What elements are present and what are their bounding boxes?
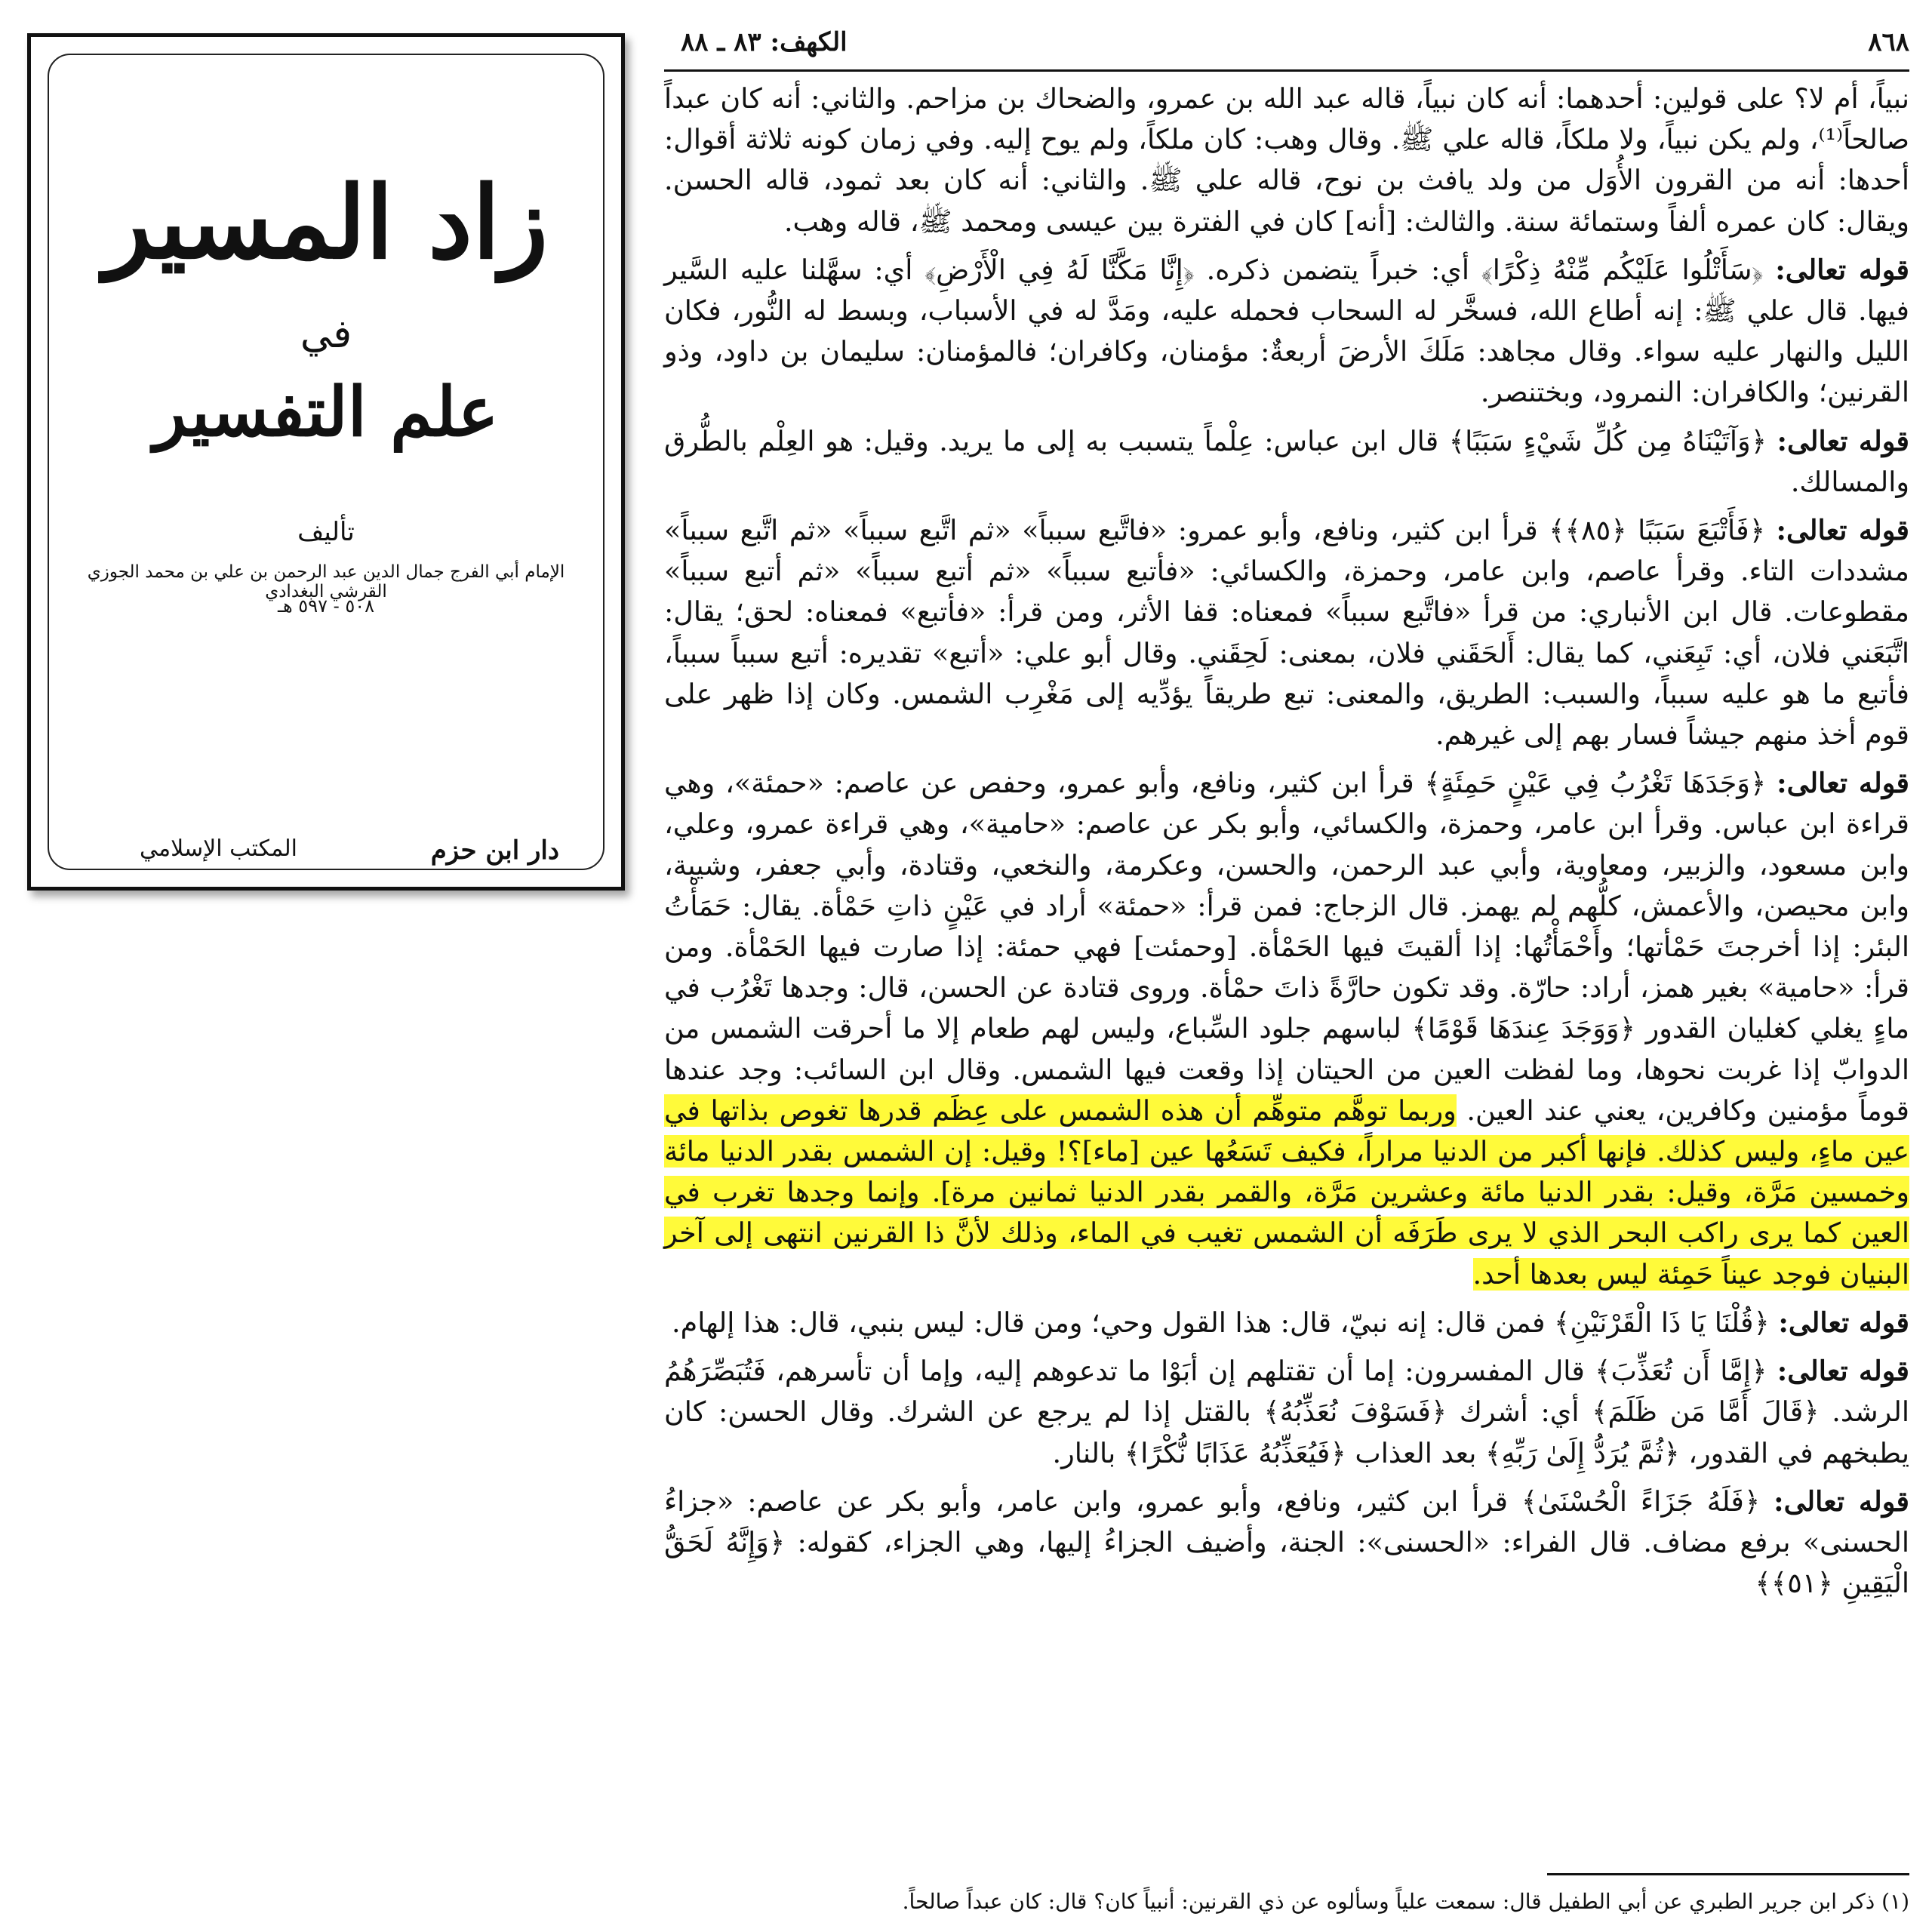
verse-label: قوله تعالى:	[1776, 514, 1909, 547]
cover-publisher-left: المكتب الإسلامي	[140, 835, 297, 862]
verse-label: قوله تعالى:	[1777, 424, 1909, 457]
paragraph	[664, 510, 1909, 755]
paragraph	[664, 1481, 1909, 1604]
paragraph	[664, 78, 1909, 242]
paragraph-text: ﴿وَآتَيْنَاهُ مِن كُلِّ شَيْءٍ سَبَبًا﴾ قال ابن عباس: عِلْماً يتسبب به إلى ما يريد. وقيل: هو العِلْم بالطُّرق والمسالك.	[664, 424, 1909, 498]
book-page	[664, 23, 1909, 1924]
cover-author: الإمام أبي الفرج جمال الدين عبد الرحمن بن علي بن محمد الجوزي القرشي البغدادي	[87, 562, 565, 601]
paragraph	[664, 421, 1909, 503]
verse-label: قوله تعالى:	[1777, 767, 1909, 800]
cover-publisher-right: دار ابن حزم	[430, 835, 559, 866]
paragraph-text: ﴿سَأَتْلُوا عَلَيْكُم مِّنْهُ ذِكْرًا﴾ أي: خبراً يتضمن ذكره. ﴿إِنَّا مَكَّنَّا لَهُ فِي الْأَرْضِ﴾ أي: سهَّلنا عليه السَّير فيها. قال علي ﷺ: إنه أطاع الله، فسخَّر له السحاب فحمله عليه، ومَدَّ له في الأسباب، وبسط له النُّور، فكان الليل والنهار عليه سواء. وقال مجاهد: مَلَكَ الأرضَ أربعةٌ: مؤمنان، وكافران؛ فالمؤمنان: سليمان بن داود، وذو القرنين؛ والكافران: النمرود، وبختنصر.	[664, 253, 1909, 409]
cover-dates: ٥٠٨ - ٥٩٧ هـ	[277, 595, 375, 617]
paragraph	[664, 1351, 1909, 1474]
paragraph-text: ﴿قُلْنَا يَا ذَا الْقَرْنَيْنِ﴾ فمن قال: إنه نبيّ، قال: هذا القول وحي؛ ومن قال: ليس بنبي، قال: هذا إلهام.	[672, 1306, 1770, 1339]
cover-title: زاد المسير	[103, 165, 549, 281]
verse-label: قوله تعالى:	[1778, 1306, 1909, 1339]
page-number: ٨٦٨	[1868, 27, 1909, 57]
cover-frame	[48, 54, 605, 870]
paragraph-text: ﴿فَأَتْبَعَ سَبَبًا ﴿٨٥﴾﴾ قرأ ابن كثير، ونافع، وأبو عمرو: «فاتَّبع سبباً» «ثم اتَّبع سبباً» «ثم اتَّبع سبباً» مشددات التاء. وقرأ عاصم، وابن عامر، وحمزة، والكسائي: «فأتبع سبباً» «ثم أتبع سبباً» «ثم أتبع سبباً» مقطوعات. قال ابن الأنباري: من قرأ «فاتَّبع سبباً» فمعناه: قفا الأثر، ومن قرأ: «فأتبع» فمعناه: لحق؛ يقال: اتَّبَعَني فلان، أي: تَبِعَني، كما يقال: أَلحَقَني فلان، بمعنى: لَحِقَني. وقال أبو علي: «أتبع» تقديره: أتبع سبباً سبباً، فأتبع ما هو عليه سبباً، والسبب: الطريق، والمعنى: تبع طريقاً يؤدِّيه إلى مَغْرِب الشمس. وكان إذا ظهر على قوم أخذ منهم جيشاً فسار بهم إلى غيرهم.	[664, 514, 1909, 752]
header-rule	[664, 69, 1909, 72]
body-text	[664, 78, 1909, 1604]
paragraph-text: ﴿فَلَهُ جَزَاءً الْحُسْنَىٰ﴾ قرأ ابن كثير، ونافع، وأبو عمرو، وابن عامر، وأبو بكر عن عاصم: «جزاءُ الحسنى» برفع مضاف. قال الفراء: «الحسنى»: الجنة، وأضيف الجزاءُ إليها، وهي الجزاء، كقوله: ﴿وَإِنَّهُ لَحَقُّ الْيَقِينِ ﴿٥١﴾﴾	[664, 1484, 1909, 1600]
paragraph-text: ﴿وَجَدَهَا تَغْرُبُ فِي عَيْنٍ حَمِئَةٍ﴾ قرأ ابن كثير، ونافع، وأبو عمرو، وحفص عن عاصم: «حمئة»، وهي قراءة ابن عباس. وقرأ ابن عامر، وحمزة، والكسائي، وأبو بكر عن عاصم: «حامية»، وهي قراءة عمرو، وعلي، وابن مسعود، والزبير، ومعاوية، وأبي عبد الرحمن، والحسن، وعكرمة، والنخعي، وقتادة، وأبي جعفر، وشيبة، وابن محيصن، والأعمش، كلُّهم لم يهمز. قال الزجاج: فمن قرأ: «حمئة» أراد في عَيْنٍ ذاتِ حَمْأة. يقال: حَمَأْتُ البئر: إذا أخرجتَ حَمْأتها؛ وأَحْمَأْتُها: إذا ألقيتَ فيها الحَمْأة. [وحمئت] فهي حمئة: إذا صارت فيها الحَمْأة. ومن قرأ: «حامية» بغير همز، أراد: حارّة. وقد تكون حارَّةً ذاتَ حمْأة. وروى قتادة عن الحسن، قال: وجدها تَغْرُب في ماءٍ يغلي كغليان القدور ﴿وَوَجَدَ عِندَهَا قَوْمًا﴾ لباسهم جلود السِّباع، وليس لهم طعام إلا ما أحرقت الشمس من الدوابّ إذا غربت نحوها، وما لفظت العين من الحيتان إذا وقعت فيها الشمس. وقال ابن السائب: وجد عندها قوماً مؤمنين وكافرين، يعني عند العين.	[664, 767, 1910, 1127]
paragraph	[664, 1303, 1909, 1343]
paragraph	[664, 250, 1909, 414]
footnote-rule	[1547, 1873, 1909, 1875]
verse-label: قوله تعالى:	[1774, 1484, 1910, 1518]
footnote: (١) ذكر ابن جرير الطبري عن أبي الطفيل قال: سمعت علياً وسألوه عن ذي القرنين: أنبياً كان؟ قال: كان عبداً صالحاً.	[902, 1889, 1909, 1914]
cover-subtitle: علم التفسير	[153, 372, 499, 452]
verse-label: قوله تعالى:	[1775, 253, 1909, 286]
running-title: الكهف: ٨٣ ـ ٨٨	[681, 27, 848, 57]
paragraph-text: ﴿إِمَّا أَن تُعَذِّبَ﴾ قال المفسرون: إما أن تقتلهم إن أبَوْا ما تدعوهم إليه، وإما أن تأسرهم، فَتُبَصِّرَهُمُ الرشد. ﴿قَالَ أَمَّا مَن ظَلَمَ﴾ أي: أشرك ﴿فَسَوْفَ نُعَذِّبُهُ﴾ بالقتل إذا لم يرجع عن الشرك. وقال الحسن: كان يطبخهم في القدور، ﴿ثُمَّ يُرَدُّ إِلَىٰ رَبِّهِ﴾ بعد العذاب ﴿فَيُعَذِّبُهُ عَذَابًا نُّكْرًا﴾ بالنار.	[664, 1355, 1909, 1469]
highlighted-passage: وربما توهَّم متوهِّم أن هذه الشمس على عِظَم قدرها تغوص بذاتها في عين ماءٍ، وليس كذلك. فإنها أكبر من الدنيا مراراً، فكيف تَسَعُها عين [ماء]؟! وقيل: إن الشمس بقدر الدنيا مائة وخمسين مَرَّة، وقيل: بقدر الدنيا مائة وعشرين مَرَّة، والقمر بقدر الدنيا ثمانين مرة]. وإنما وجدها تغرب في العين كما يرى راكب البحر الذي لا يرى طَرَفَه أن الشمس تغيب في الماء، وذلك لأنَّ ذا القرنين انتهى إلى آخر البنيان فوجد عيناً حَمِئة ليس بعدها أحد.	[664, 1094, 1909, 1291]
cover-taleef: تأليف	[297, 517, 355, 547]
book-cover	[27, 33, 625, 891]
paragraph	[664, 763, 1909, 1295]
paragraph-text: نبياً، أم لا؟ على قولين: أحدهما: أنه كان نبياً، قاله عبد الله بن عمرو، والضحاك بن مزاحم. والثاني: أنه كان عبداً صالحاً⁽¹⁾، ولم يكن نبياً، ولا ملكاً، قاله علي ﷺ. وقال وهب: كان ملكاً، ولم يوح إليه. وفي زمان كونه ثلاثة أقوال: أحدها: أنه من القرون الأُوَل من ولد يافث بن نوح، قاله علي ﷺ. والثاني: أنه كان بعد ثمود، قاله الحسن. ويقال: كان عمره ألفاً وستمائة سنة. والثالث: [أنه] كان في الفترة بين عيسى ومحمد ﷺ، قاله وهب.	[664, 82, 1909, 238]
verse-label: قوله تعالى:	[1777, 1355, 1909, 1388]
cover-fi: في	[300, 312, 352, 357]
running-header	[664, 27, 1909, 72]
